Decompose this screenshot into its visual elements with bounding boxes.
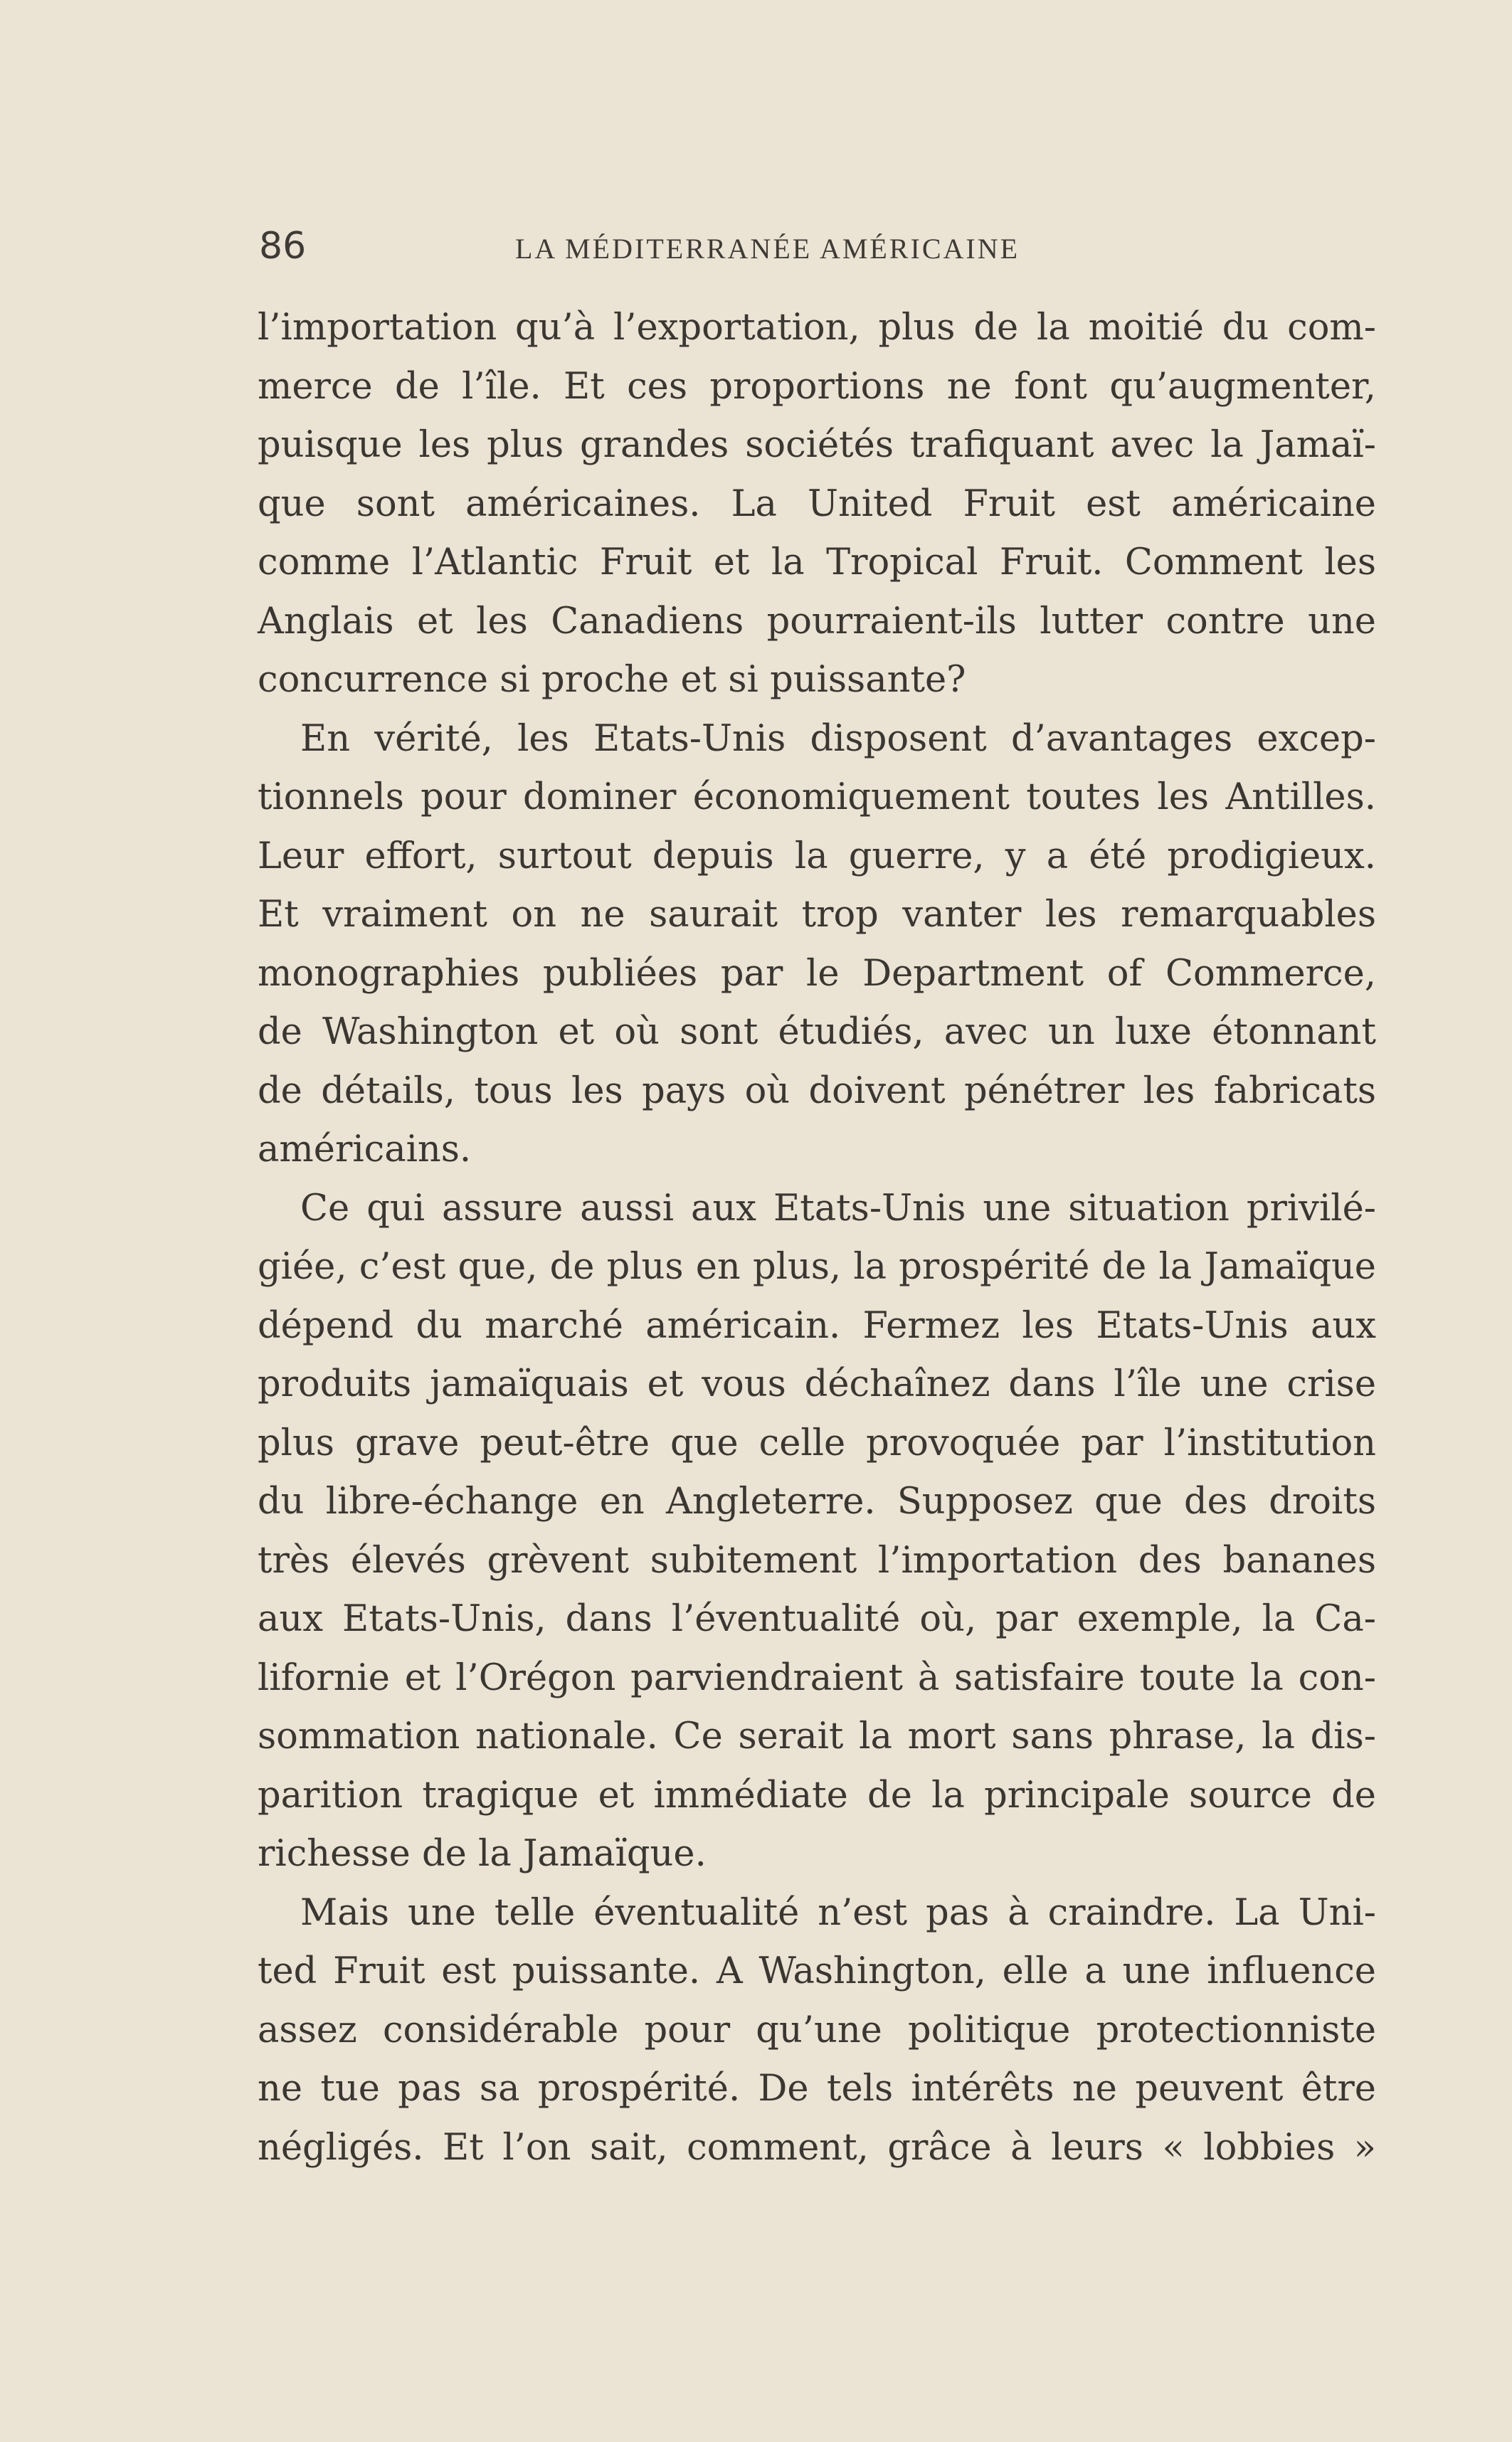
text-line: comme l’Atlantic Fruit et la Tropical Fruit. Comment les <box>258 541 1376 583</box>
text-line: de détails, tous les pays où doivent pénétrer les fabricats <box>258 1069 1376 1112</box>
text-line: puisque les plus grandes sociétés trafiquant avec la Jamaï- <box>258 424 1376 466</box>
text-line: Leur effort, surtout depuis la guerre, y a été prodigieux. <box>258 835 1376 877</box>
text-line: négligés. Et l’on sait, comment, grâce à leurs « lobbies » <box>258 2126 1376 2169</box>
text-line: sommation nationale. Ce serait la mort sans phrase, la dis- <box>258 1716 1376 1758</box>
paragraph <box>258 710 1376 1180</box>
text-line: américains. <box>258 1128 472 1170</box>
text-line: Anglais et les Canadiens pourraient-ils lutter contre une <box>258 600 1376 643</box>
text-line: Mais une telle éventualité n’est pas à craindre. La Uni- <box>300 1891 1376 1934</box>
text-line: assez considérable pour qu’une politique protectionniste <box>258 2009 1376 2051</box>
running-title: LA MÉDITERRANÉE AMÉRICAINE <box>515 233 1020 265</box>
text-line: l’importation qu’à l’exportation, plus de la moitié du com- <box>258 307 1376 349</box>
text-line: richesse de la Jamaïque. <box>258 1833 707 1875</box>
text-line: concurrence si proche et si puissante? <box>258 659 966 701</box>
text-line: produits jamaïquais et vous déchaînez dans l’île une crise <box>258 1363 1376 1405</box>
paragraph <box>258 1180 1376 1884</box>
text-line: En vérité, les Etats-Unis disposent d’avantages excep- <box>300 717 1376 760</box>
text-line: très élevés grèvent subitement l’importation des bananes <box>258 1539 1376 1582</box>
text-line: que sont américaines. La United Fruit est américaine <box>258 482 1376 525</box>
text-line: monographies publiées par le Department of Commerce, <box>258 952 1376 995</box>
text-line: du libre-échange en Angleterre. Supposez que des droits <box>258 1481 1376 1523</box>
text-line: parition tragique et immédiate de la principale source de <box>258 1774 1376 1817</box>
text-line: ted Fruit est puissante. A Washington, elle a une influence <box>258 1950 1376 1992</box>
text-line: Et vraiment on ne saurait trop vanter les remarquables <box>258 894 1376 936</box>
text-line: lifornie et l’Orégon parviendraient à satisfaire toute la con- <box>258 1656 1376 1699</box>
text-line: merce de l’île. Et ces proportions ne font qu’augmenter, <box>258 365 1376 408</box>
body-text <box>258 299 1376 2177</box>
page-number: 86 <box>259 225 307 268</box>
text-line: Ce qui assure aussi aux Etats-Unis une situation privilé- <box>300 1187 1376 1230</box>
text-line: ne tue pas sa prospérité. De tels intérêts ne peuvent être <box>258 2068 1376 2110</box>
text-line: aux Etats-Unis, dans l’éventualité où, par exemple, la Ca- <box>258 1598 1376 1640</box>
text-line: de Washington et où sont étudiés, avec un luxe étonnant <box>258 1011 1376 1053</box>
text-line: plus grave peut-être que celle provoquée par l’institution <box>258 1422 1376 1464</box>
text-line: tionnels pour dominer économiquement toutes les Antilles. <box>258 776 1376 818</box>
text-line: giée, c’est que, de plus en plus, la prospérité de la Jamaïque <box>258 1246 1376 1288</box>
text-line: dépend du marché américain. Fermez les Etats-Unis aux <box>258 1304 1376 1347</box>
paragraph <box>258 299 1376 710</box>
page-header <box>259 225 1376 275</box>
paragraph <box>258 1884 1376 2178</box>
